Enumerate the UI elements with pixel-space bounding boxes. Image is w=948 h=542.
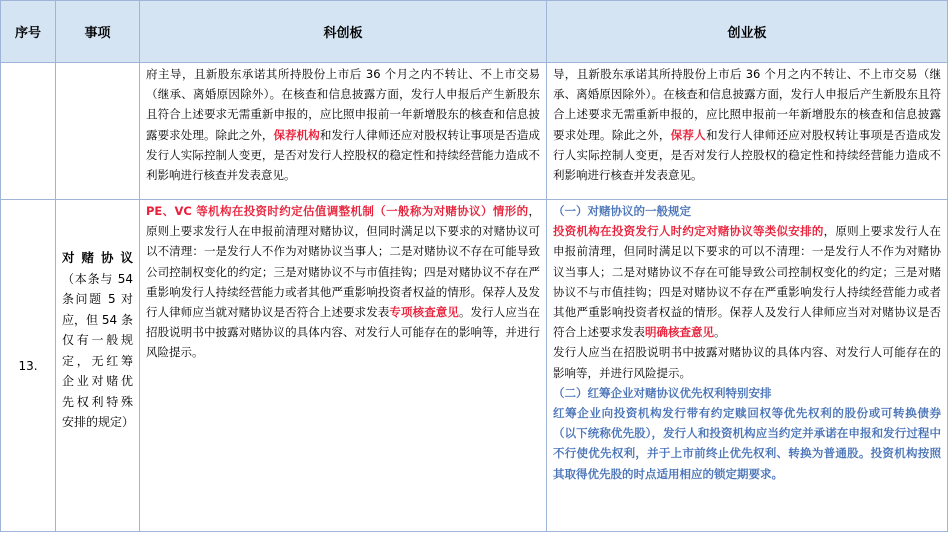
highlight-text: PE、VC 等机构在投资时约定估值调整机制（一般称为对赌协议）情形的 [146,204,529,218]
text: 府主导，且新股东承诺其所持股份上市后 36 个月之内不转让、不上市交易（继承、离婚原因除外）。在核查和信息披露方面，发行人申报后产生新股东且符合上述要求无需重新申报的，应比照申报前一年新增股东的核查和信息披露要求处理。除此之外， [146,67,540,142]
star-market-cell [140,200,547,532]
text: 。发行人应当在招股说明书中披露对赌协议的具体内容、对发行人可能存在的影响等，并进行风险提示。 [146,305,541,360]
header-gem: 创业板 [547,1,948,63]
highlight-text: 投资机构在投资发行人时约定对赌协议等类似安排的 [553,224,824,239]
text: 和发行人律师还应对股权转让事项是否造成发行人实际控制人变更，是否对发行人控股权的稳定性和持续经营能力造成不利影响进行核查并发表意见。 [146,127,541,183]
header-star-market: 科创板 [140,1,547,63]
item-note: （本条与 54 条问题 5 对应，但 54 条仅有一般规定，无红筹企业对赌优先权利特殊安排的规定） [62,271,135,429]
text: ，原则上要求发行人在申报前清理对赌协议，但同时满足以下要求的对赌协议可以不清理：一是发行人不作为对赌协议当事人；二是对赌协议不存在可能导致公司控制权变化的约定；三是对赌协议不与市值挂钩；四是对赌协议不存在严重影响发行人持续经营能力或者其他严重影响投资者权益的情形。保荐人及发行人律师应当就对赌协议是否符合上述要求发表 [146,204,540,320]
item-cell [56,200,140,532]
text: ，原则上要求发行人在申报前清理，但同时满足以下要求的可以不清理：一是发行人不作为对赌协议当事人；二是对赌协议不存在可能导致公司控制权变化的约定；三是对赌协议不与市值挂钩；四是对赌协议不存在严重影响发行人持续经营能力或者其他严重影响投资者权益的情形。保荐人及发行人律师应当对对赌协议是否符合上述要求发表 [553,224,941,340]
header-item: 事项 [56,1,140,63]
table-row-13 [1,200,948,532]
seq-cell: 13. [1,200,56,532]
header-row [1,1,948,63]
highlight-text: 保荐人 [670,127,706,142]
table-row-continued [1,63,948,200]
header-seq: 序号 [1,1,56,63]
paragraph: 发行人应当在招股说明书中披露对赌协议的具体内容、对发行人可能存在的影响等，并进行风险提示。 [553,345,941,380]
star-market-cell [140,63,547,200]
gem-cell [547,63,948,200]
item-title: 对赌协议 [62,250,133,265]
text: 导，且新股东承诺其所持股份上市后 36 个月之内不转让、不上市交易（继承、离婚原因除外）。在核查和信息披露方面，发行人申报后产生新股东且符合上述要求无需重新申报的，应比照申报前一年新增股东的核查和信息披露要求处理。除此之外， [553,67,941,142]
item-cell-empty [56,63,140,200]
text: 和发行人律师还应对股权转让事项是否造成发行人实际控制人变更，是否对发行人控股权的稳定性和持续经营能力造成不利影响进行核查并发表意见。 [553,127,941,183]
highlight-paragraph: 红筹企业向投资机构发行带有约定赎回权等优先权利的股份或可转换债券（以下统称优先股），发行人和投资机构应当约定并承诺在申报和发行过程中不行使优先权利，并于上市前终止优先权利、转换为普通股。投资机构按照其取得优先股的时点适用相应的锁定期要求。 [553,406,941,481]
seq-cell-empty [1,63,56,200]
section-heading-1: （一）对赌协议的一般规定 [553,204,691,218]
highlight-text: 保荐机构 [273,127,320,142]
highlight-text: 明确核查意见 [645,325,714,340]
section-heading-2: （二）红筹企业对赌协议优先权利特别安排 [553,385,772,400]
highlight-text: 专项核查意见 [389,305,459,320]
gem-cell [547,200,948,532]
text: 。 [714,325,726,340]
